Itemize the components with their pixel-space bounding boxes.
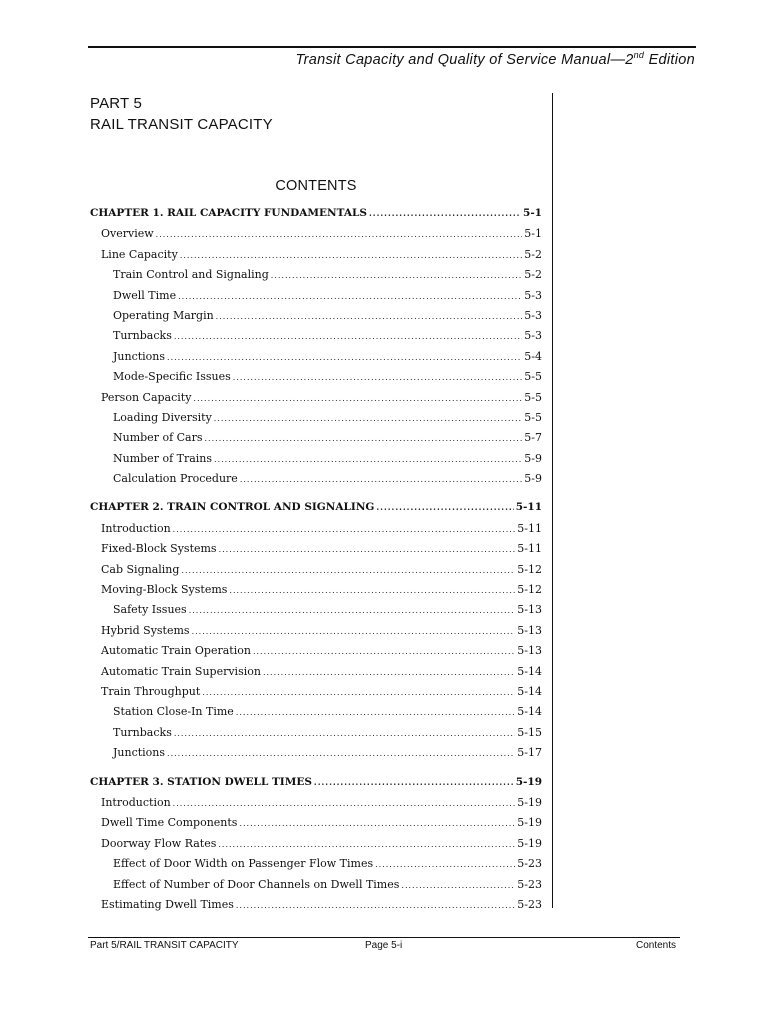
toc-entry-label: Junctions: [113, 349, 166, 363]
toc-entry[interactable]: [90, 603, 542, 623]
header-rule: [88, 46, 696, 48]
toc-entry[interactable]: [90, 746, 542, 766]
manual-title: Transit Capacity and Quality of Service Manual—2nd Edition: [295, 50, 695, 68]
dot-leader: [236, 708, 515, 717]
dot-leader: [263, 668, 515, 677]
toc-chapter-title[interactable]: [90, 501, 542, 521]
dot-leader: [173, 525, 516, 534]
margin-rule: [552, 93, 553, 908]
toc-entry[interactable]: [90, 370, 542, 390]
dot-leader: [173, 799, 516, 808]
toc-entry-page: 5-19: [517, 795, 542, 809]
toc-entry[interactable]: [90, 289, 542, 309]
toc-entry-label: Train Throughput: [101, 684, 201, 698]
toc-entry[interactable]: [90, 309, 542, 329]
toc-entry-page: 5-23: [517, 877, 542, 891]
toc-entry-page: 5-3: [524, 329, 542, 343]
toc-entry-page: 5-14: [517, 664, 542, 678]
toc-entry-label: Person Capacity: [101, 390, 192, 404]
dot-leader: [218, 840, 515, 849]
toc-entry-page: 5-13: [517, 603, 542, 617]
dot-leader: [189, 606, 516, 615]
dot-leader: [219, 545, 516, 554]
toc-chapter: [90, 776, 542, 919]
toc-entry[interactable]: [90, 878, 542, 898]
toc-entry[interactable]: [90, 857, 542, 877]
dot-leader: [180, 251, 522, 260]
dot-leader: [233, 373, 522, 382]
dot-leader: [216, 312, 523, 321]
dot-leader: [205, 434, 523, 443]
toc-entry-page: 5-19: [517, 816, 542, 830]
toc-entry-page: 5-19: [517, 836, 542, 850]
toc-entry-page: 5-7: [524, 431, 542, 445]
toc-entry[interactable]: [90, 431, 542, 451]
toc-entry-label: Operating Margin: [113, 308, 214, 322]
toc-entry-page: 5-5: [524, 390, 542, 404]
toc-chapter: [90, 501, 542, 766]
dot-leader: [202, 688, 515, 697]
contents-heading: CONTENTS: [275, 178, 357, 194]
toc-entry-page: 5-19: [515, 775, 542, 788]
toc-entry-page: 5-13: [517, 644, 542, 658]
toc-entry-label: Introduction: [101, 521, 171, 535]
dot-leader: [167, 749, 515, 758]
toc-entry-label: Hybrid Systems: [101, 623, 190, 637]
toc-entry[interactable]: [90, 472, 542, 492]
dot-leader: [236, 901, 515, 910]
toc-entry-label: Mode-Specific Issues: [113, 370, 231, 384]
toc-entry-label: Introduction: [101, 795, 171, 809]
toc-entry-label: Doorway Flow Rates: [101, 836, 217, 850]
toc-entry-label: Loading Diversity: [113, 410, 212, 424]
dot-leader: [229, 586, 515, 595]
part-number: PART 5: [90, 95, 143, 112]
toc-entry-page: 5-1: [524, 227, 542, 241]
part-title: RAIL TRANSIT CAPACITY: [90, 116, 273, 133]
toc-entry-page: 5-9: [524, 451, 542, 465]
toc-entry-label: Number of Cars: [113, 431, 203, 445]
toc-entry[interactable]: [90, 685, 542, 705]
dot-leader: [178, 292, 522, 301]
dot-leader: [192, 627, 516, 636]
toc-entry-label: Automatic Train Operation: [101, 644, 251, 658]
toc-entry[interactable]: [90, 542, 542, 562]
toc-entry[interactable]: [90, 227, 542, 247]
toc-entry-page: 5-11: [515, 501, 542, 514]
toc-entry-label: Safety Issues: [113, 603, 187, 617]
toc-entry[interactable]: [90, 583, 542, 603]
toc-entry[interactable]: [90, 837, 542, 857]
toc-entry[interactable]: [90, 816, 542, 836]
dot-leader: [376, 502, 513, 512]
toc-entry-label: Dwell Time: [113, 288, 177, 302]
dot-leader: [156, 230, 523, 239]
toc-entry-page: 5-1: [523, 207, 542, 219]
toc-entry-label: Effect of Number of Door Channels on Dwell Times: [113, 877, 400, 891]
toc-entry[interactable]: [90, 522, 542, 542]
toc-entry-page: 5-4: [524, 349, 542, 363]
toc-entry-page: 5-5: [524, 410, 542, 424]
toc-entry-label: Estimating Dwell Times: [101, 897, 234, 911]
toc-entry[interactable]: [90, 452, 542, 472]
toc-entry[interactable]: [90, 705, 542, 725]
dot-leader: [239, 819, 515, 828]
toc-entry-label: Automatic Train Supervision: [101, 664, 261, 678]
toc-entry-label: Number of Trains: [113, 451, 213, 465]
footer-page-number: Page 5-i: [365, 940, 403, 951]
toc-entry-label: Calculation Procedure: [113, 472, 238, 486]
part-heading: [90, 93, 273, 135]
toc-chapter-title[interactable]: [90, 207, 542, 227]
dot-leader: [181, 566, 515, 575]
toc-entry[interactable]: [90, 563, 542, 583]
toc-entry-label: Turnbacks: [113, 329, 172, 343]
footer-section: Part 5/RAIL TRANSIT CAPACITY: [90, 940, 239, 951]
toc-entry-page: 5-11: [517, 542, 542, 556]
toc-entry-label: CHAPTER 2. TRAIN CONTROL AND SIGNALING: [90, 501, 375, 514]
toc-entry[interactable]: [90, 796, 542, 816]
toc-entry-page: 5-3: [524, 288, 542, 302]
toc-entry-page: 5-3: [524, 308, 542, 322]
toc-entry[interactable]: [90, 898, 542, 918]
toc-entry-page: 5-17: [517, 746, 542, 760]
toc-entry-page: 5-13: [517, 623, 542, 637]
toc-entry-label: CHAPTER 1. RAIL CAPACITY FUNDAMENTALS: [90, 207, 368, 219]
toc-entry-label: Fixed-Block Systems: [101, 542, 217, 556]
toc-entry-page: 5-23: [517, 857, 542, 871]
toc-entry-label: Cab Signaling: [101, 562, 180, 576]
dot-leader: [167, 353, 522, 362]
toc-entry-label: Dwell Time Components: [101, 816, 238, 830]
dot-leader: [214, 455, 522, 464]
toc-entry-page: 5-12: [517, 562, 542, 576]
dot-leader: [174, 729, 515, 738]
toc-entry-label: Moving-Block Systems: [101, 583, 228, 597]
toc-entry-label: Station Close-In Time: [113, 705, 234, 719]
toc-entry[interactable]: [90, 268, 542, 288]
footer-label: Contents: [635, 940, 676, 951]
toc-entry-page: 5-23: [517, 897, 542, 911]
toc-entry-label: Effect of Door Width on Passenger Flow Times: [113, 857, 374, 871]
toc-entry-page: 5-15: [517, 725, 542, 739]
toc-entry[interactable]: [90, 391, 542, 411]
toc-entry-page: 5-2: [524, 268, 542, 282]
toc-entry[interactable]: [90, 411, 542, 431]
dot-leader: [240, 475, 522, 484]
toc-chapter-title[interactable]: [90, 776, 542, 796]
footer-rule: [88, 937, 680, 938]
dot-leader: [369, 208, 521, 218]
dot-leader: [375, 860, 515, 869]
toc-entry[interactable]: [90, 350, 542, 370]
toc-entry-page: 5-14: [517, 705, 542, 719]
toc-entry[interactable]: [90, 624, 542, 644]
dot-leader: [314, 777, 514, 787]
toc-entry-page: 5-11: [517, 521, 542, 535]
toc-entry-label: Train Control and Signaling: [113, 268, 269, 282]
toc-entry[interactable]: [90, 644, 542, 664]
toc-entry-page: 5-12: [517, 583, 542, 597]
dot-leader: [253, 647, 515, 656]
toc-entry[interactable]: [90, 329, 542, 349]
dot-leader: [401, 881, 515, 890]
toc-entry-page: 5-14: [517, 684, 542, 698]
toc-entry-page: 5-2: [524, 247, 542, 261]
dot-leader: [214, 414, 522, 423]
toc-entry[interactable]: [90, 248, 542, 268]
dot-leader: [271, 271, 523, 280]
toc-entry-label: Junctions: [113, 746, 166, 760]
toc-entry[interactable]: [90, 665, 542, 685]
toc-entry-label: Line Capacity: [101, 247, 178, 261]
toc-entry-page: 5-9: [524, 472, 542, 486]
toc-entry-page: 5-5: [524, 370, 542, 384]
toc-entry-label: Turnbacks: [113, 725, 172, 739]
toc-chapter: [90, 207, 542, 492]
toc-entry-label: CHAPTER 3. STATION DWELL TIMES: [90, 775, 312, 788]
toc-entry[interactable]: [90, 726, 542, 746]
toc-entry-label: Overview: [101, 227, 154, 241]
table-of-contents: [90, 206, 542, 918]
dot-leader: [193, 394, 522, 403]
dot-leader: [174, 332, 522, 341]
